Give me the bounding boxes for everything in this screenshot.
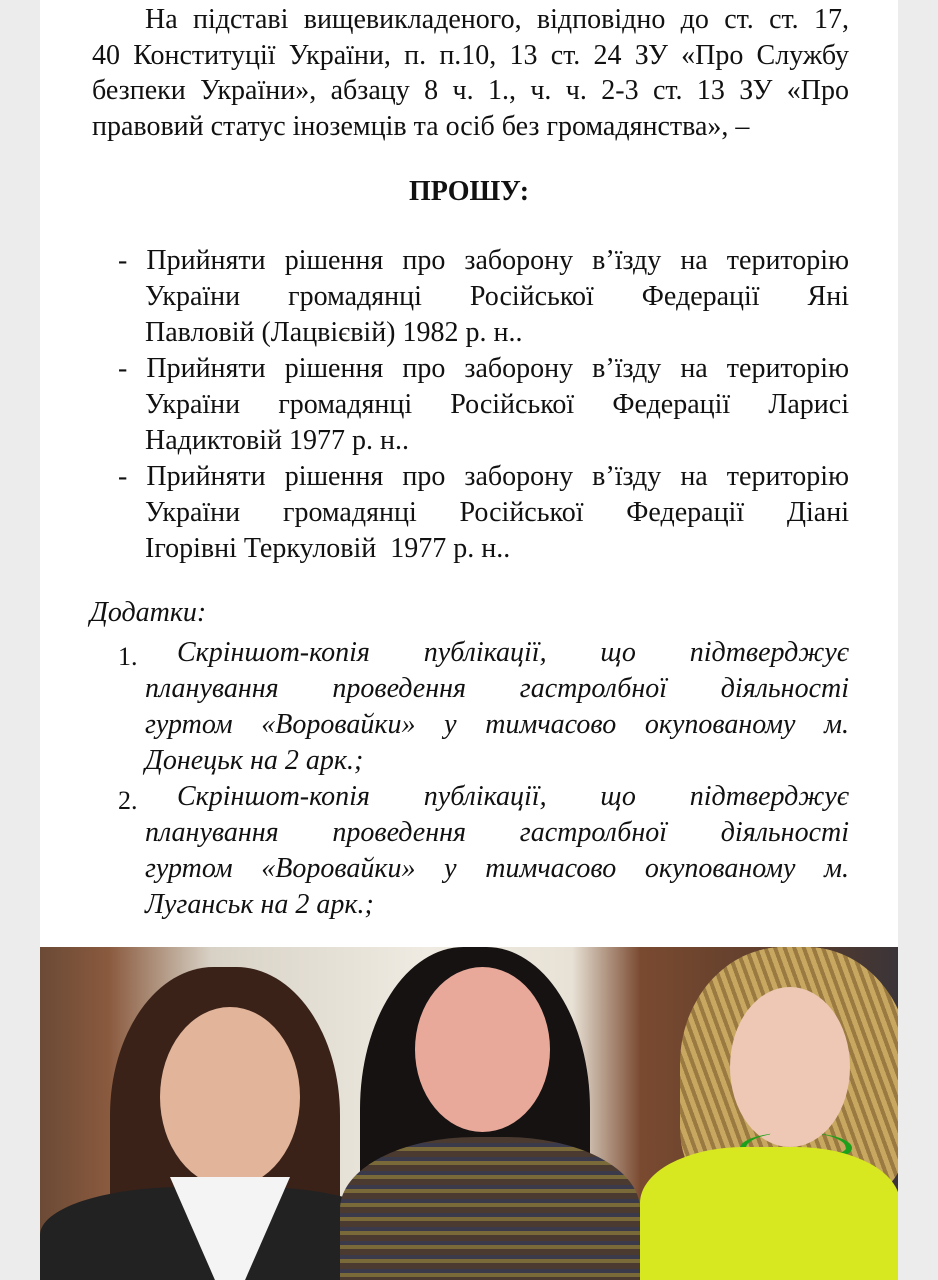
intro-line: 40 Конституції України, п. п.10, 13 ст. 24 ЗУ «Про Службу bbox=[92, 40, 849, 71]
request-line: Павловій (Лацвієвій) 1982 р. н.. bbox=[145, 317, 523, 348]
person-middle-sweater bbox=[340, 1137, 640, 1280]
request-line: - Прийняти рішення про заборону в’їзду на територію bbox=[118, 353, 849, 384]
person-right-face bbox=[730, 987, 850, 1147]
request-line: України громадянці Російської Федерації Ларисі bbox=[145, 389, 849, 420]
person-middle-face bbox=[415, 967, 550, 1132]
attachment-line: Луганськ на 2 арк.; bbox=[145, 889, 374, 920]
attachment-line: Скріншот-копія публікації, що підтверджує bbox=[177, 781, 849, 812]
intro-line: На підставі вищевикладеного, відповідно до ст. ст. 17, bbox=[145, 4, 849, 35]
person-left-face bbox=[160, 1007, 300, 1187]
request-line: - Прийняти рішення про заборону в’їзду на територію bbox=[118, 461, 849, 492]
attachment-line: гуртом «Воровайки» у тимчасово окупованому м. bbox=[145, 709, 849, 740]
attachment-line: гуртом «Воровайки» у тимчасово окупованому м. bbox=[145, 853, 849, 884]
attachments-heading: Додатки: bbox=[90, 597, 207, 628]
attachment-number: 1. bbox=[118, 642, 138, 671]
intro-line: правовий статус іноземців та осіб без громадянства», – bbox=[92, 111, 750, 142]
request-heading: ПРОШУ: bbox=[408, 176, 530, 207]
attachment-line: Скріншот-копія публікації, що підтверджує bbox=[177, 637, 849, 668]
attachment-line: планування проведення гастролбної діяльності bbox=[145, 673, 849, 704]
person-right-top bbox=[640, 1147, 898, 1280]
intro-line: безпеки України», абзацу 8 ч. 1., ч. ч. 2-3 ст. 13 ЗУ «Про bbox=[92, 75, 849, 106]
request-line: України громадянці Російської Федерації Яні bbox=[145, 281, 849, 312]
request-line: Надиктовій 1977 р. н.. bbox=[145, 425, 409, 456]
request-line: України громадянці Російської Федерації Діані bbox=[145, 497, 849, 528]
group-photo bbox=[40, 947, 898, 1280]
attachment-line: Донецьк на 2 арк.; bbox=[145, 745, 364, 776]
attachment-number: 2. bbox=[118, 786, 138, 815]
document-page bbox=[40, 0, 898, 947]
request-line: - Прийняти рішення про заборону в’їзду на територію bbox=[118, 245, 849, 276]
request-line: Ігорівні Теркуловій 1977 р. н.. bbox=[145, 533, 511, 564]
attachment-line: планування проведення гастролбної діяльності bbox=[145, 817, 849, 848]
